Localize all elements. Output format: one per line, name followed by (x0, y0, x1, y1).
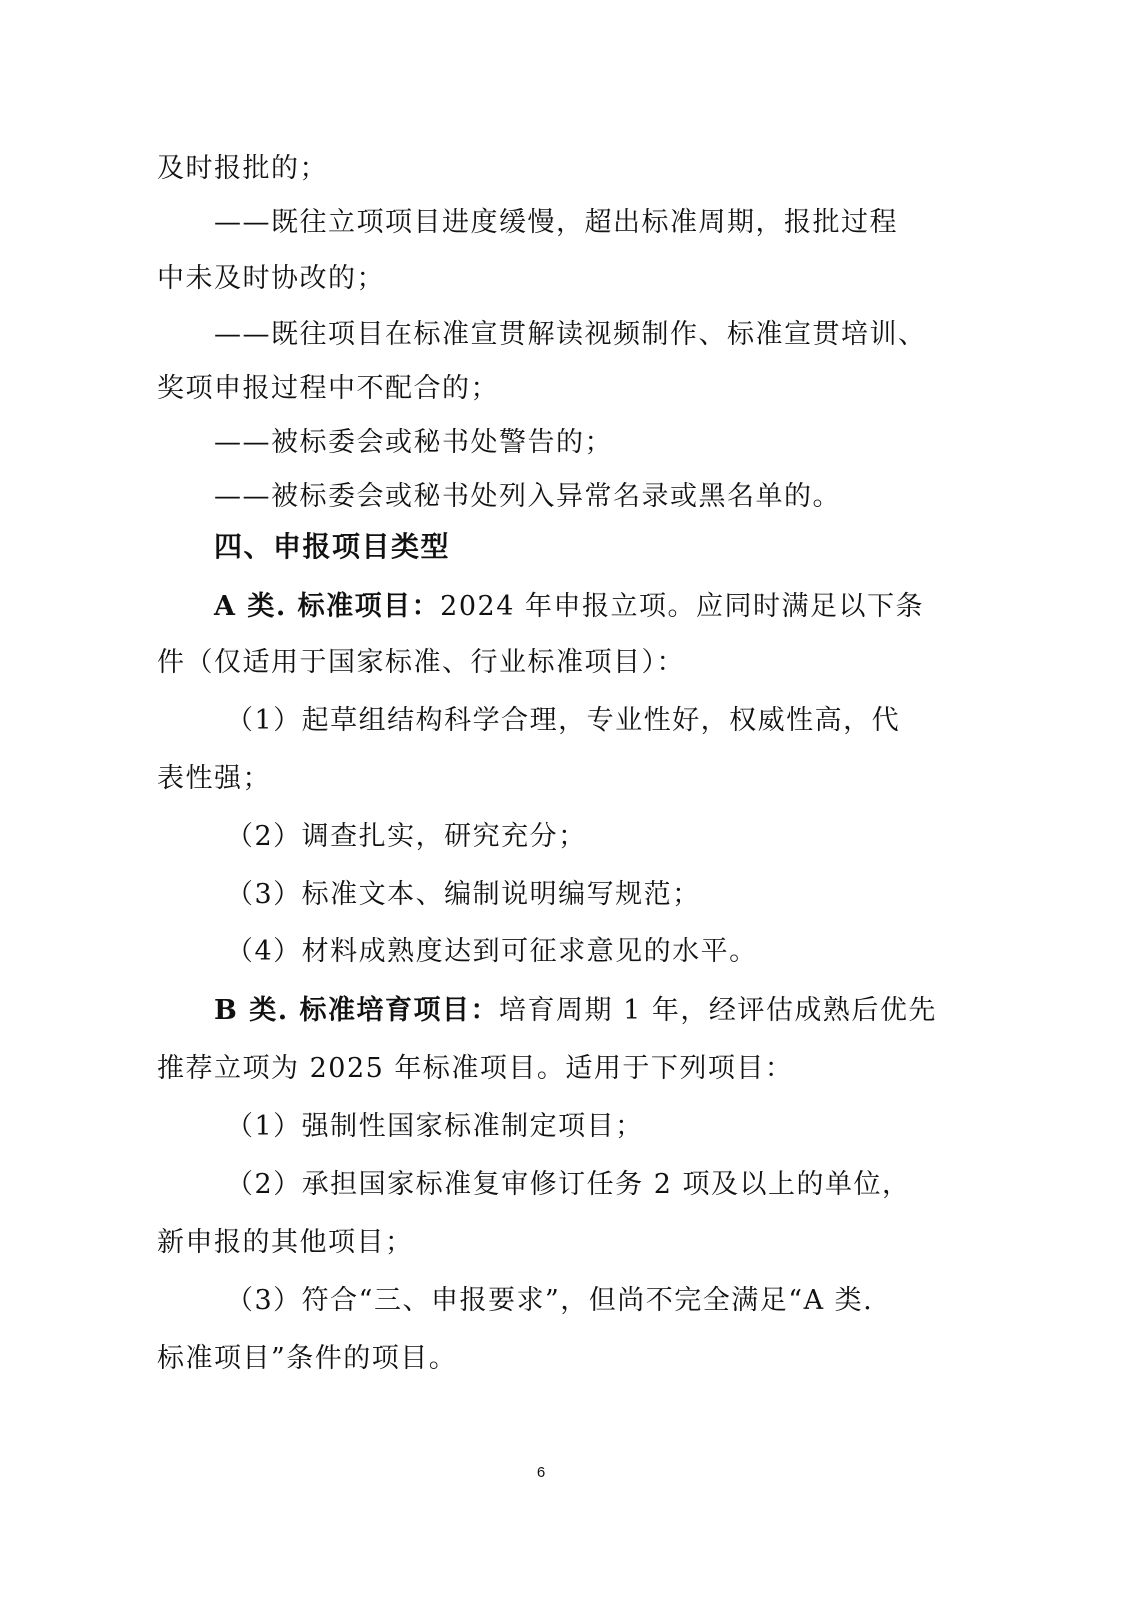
text-line: 中未及时协改的； (157, 263, 385, 294)
section-heading: 四、申报项目类型 (214, 530, 451, 563)
text-line: 推荐立项为 2025 年标准项目。适用于下列项目： (157, 1053, 794, 1084)
text-line: 及时报批的； (157, 153, 328, 184)
text-line: ——既往项目在标准宣贯解读视频制作、标准宣贯培训、 (214, 319, 927, 350)
category-b-text: 培育周期 1 年，经评估成熟后优先 (499, 995, 937, 1026)
list-item: （3）符合“三、申报要求”，但尚不完全满足“A 类. (226, 1285, 874, 1316)
category-b-line (214, 994, 937, 1028)
text-line: ——既往立项项目进度缓慢，超出标准周期，报批过程 (214, 207, 898, 238)
list-item: （1）起草组结构科学合理，专业性好，权威性高，代 (226, 705, 901, 736)
list-item: 表性强； (157, 763, 271, 794)
list-item: （1）强制性国家标准制定项目； (226, 1111, 644, 1142)
text-line: 奖项申报过程中不配合的； (157, 373, 499, 404)
text-line: ——被标委会或秘书处列入异常名录或黑名单的。 (214, 481, 841, 512)
text-line: 件（仅适用于国家标准、行业标准项目）： (157, 647, 685, 678)
category-b-label: B 类. 标准培育项目： (214, 995, 500, 1026)
text-line: ——被标委会或秘书处警告的； (214, 427, 613, 458)
list-item: 标准项目”条件的项目。 (157, 1343, 458, 1374)
page-number: 6 (536, 1464, 546, 1481)
category-a-label: A 类. 标准项目： (214, 591, 441, 622)
category-a-line (214, 590, 924, 624)
list-item: （2）承担国家标准复审修订任务 2 项及以上的单位， (226, 1169, 911, 1200)
list-item: （2）调查扎实，研究充分； (226, 821, 587, 852)
list-item: （3）标准文本、编制说明编写规范； (226, 879, 701, 910)
list-item: 新申报的其他项目； (157, 1227, 414, 1258)
list-item: （4）材料成熟度达到可征求意见的水平。 (226, 936, 758, 967)
category-a-text: 2024 年申报立项。应同时满足以下条 (440, 591, 924, 622)
